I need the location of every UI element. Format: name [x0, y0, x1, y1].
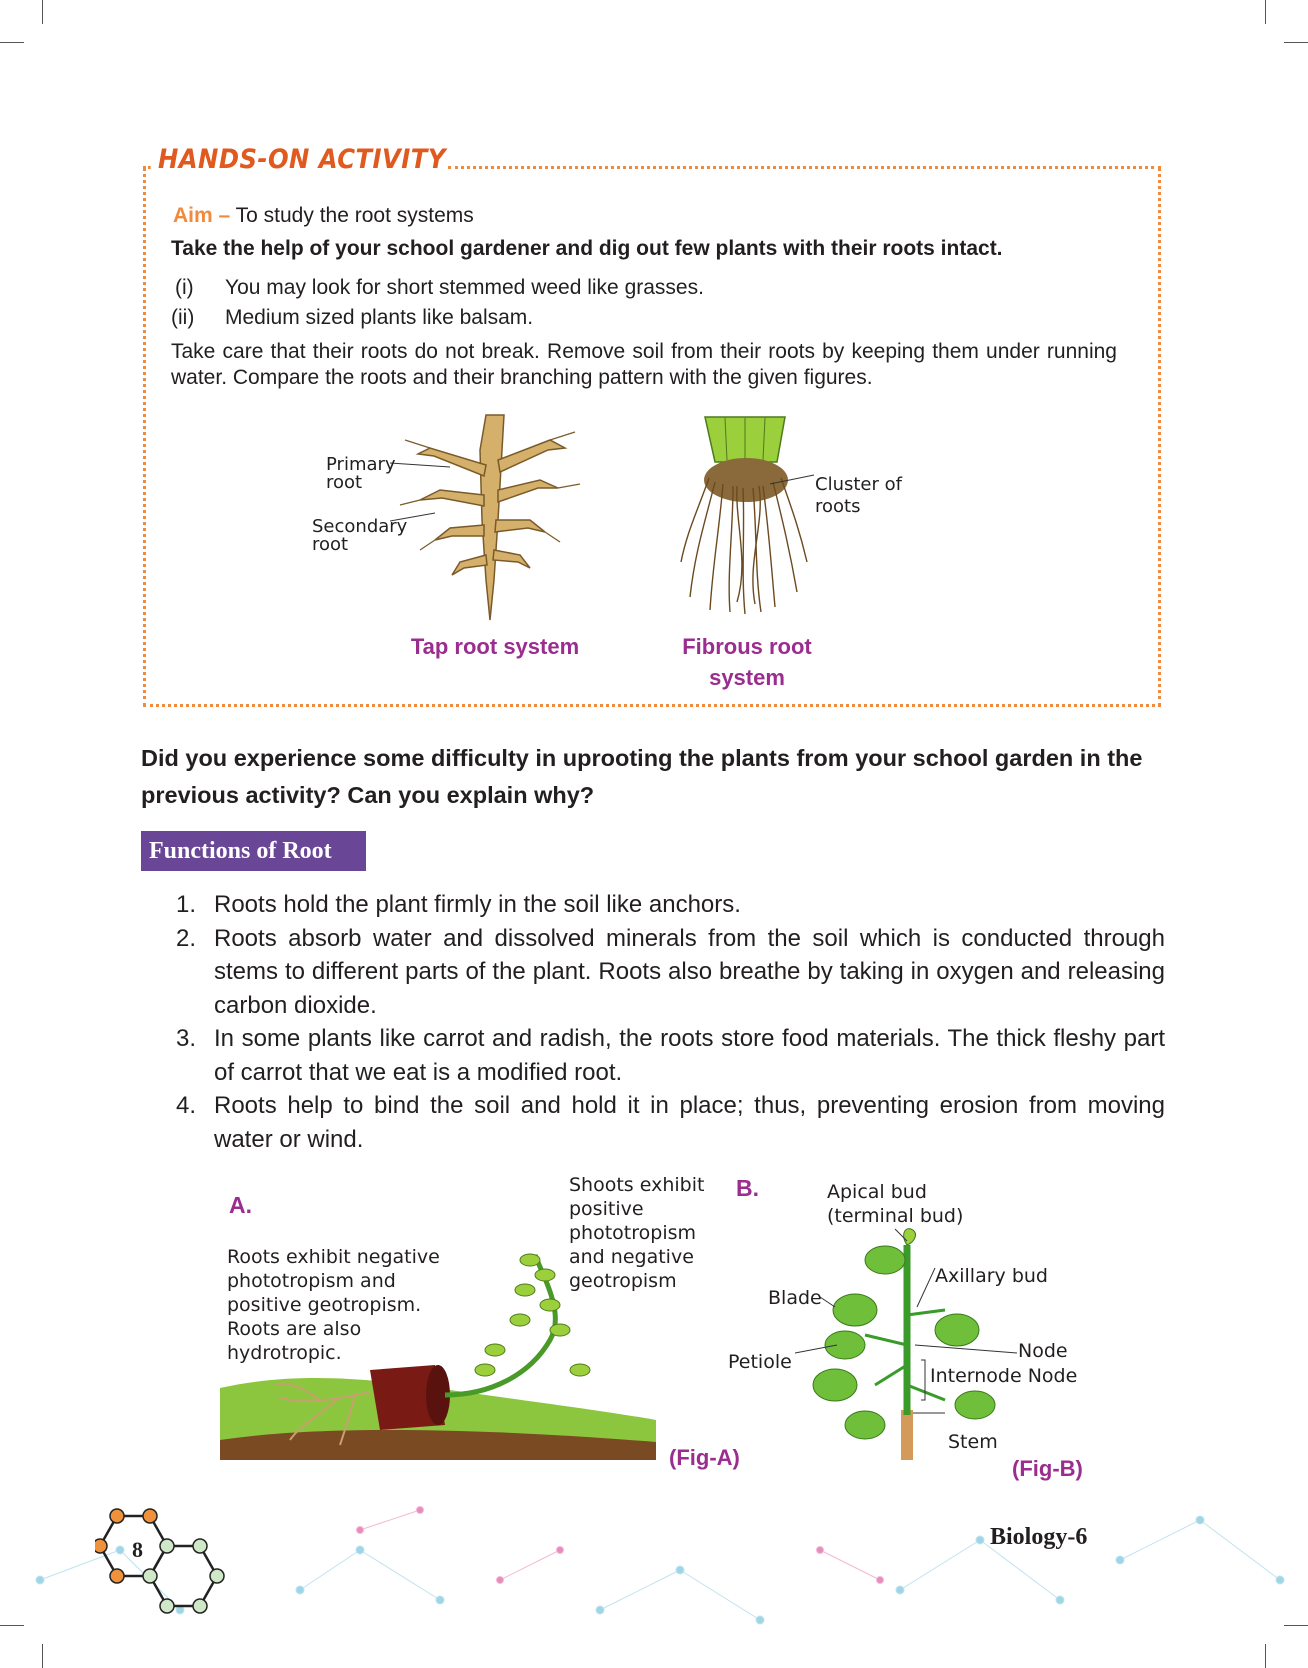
fig-a-shoots-line: Shoots exhibit — [569, 1174, 705, 1196]
activity-item-text: You may look for short stemmed weed like grasses. — [225, 276, 704, 299]
list-item-text: In some plants like carrot and radish, the roots store food materials. The thick fleshy part of carrot that we eat is a modified root. — [214, 1025, 1165, 1086]
list-item — [170, 1089, 1165, 1156]
fig-b-petiole-label: Petiole — [728, 1351, 792, 1373]
fig-a-roots-line: hydrotropic. — [227, 1342, 342, 1364]
page-number-hexagon-cluster — [95, 1502, 245, 1622]
fig-a-shoots-line: geotropism — [569, 1270, 677, 1292]
fig-b-letter: B. — [736, 1175, 759, 1201]
secondary-root-label — [312, 518, 407, 554]
activity-item-num: (i) — [175, 276, 194, 299]
list-item-text: Roots hold the plant firmly in the soil like anchors. — [214, 891, 741, 918]
cluster-root-pointer-line — [770, 470, 815, 490]
functions-header: Functions of Root — [141, 831, 366, 871]
primary-root-label — [326, 456, 396, 492]
fig-a-roots-line: positive geotropism. — [227, 1294, 422, 1316]
aim-line — [173, 203, 474, 229]
list-item-number: 3. — [176, 1025, 197, 1052]
list-item-number: 4. — [176, 1092, 197, 1119]
activity-item-num: (ii) — [171, 306, 195, 329]
fig-b-axillary-label: Axillary bud — [935, 1265, 1048, 1287]
fig-a-caption: (Fig-A) — [669, 1445, 740, 1470]
tap-root-pointer-lines — [390, 455, 470, 525]
list-item-text: Roots help to bind the soil and hold it in place; thus, preventing erosion from moving water or wind. — [214, 1092, 1165, 1153]
fig-a-roots-line: Roots are also — [227, 1318, 362, 1340]
fibrous-root-caption-line2: system — [709, 665, 785, 690]
secondary-root-label-line2: root — [312, 534, 349, 555]
list-item — [170, 1022, 1165, 1089]
list-item-text: Roots absorb water and dissolved minerals from the soil which is conducted through stems to different parts of the plant. Roots also breathe by taking in oxygen and releasing carbon dioxide. — [214, 924, 1165, 1019]
primary-root-label-line2: root — [326, 472, 363, 493]
activity-border-top-left — [143, 166, 151, 169]
fig-b-caption: (Fig-B) — [1012, 1456, 1083, 1481]
crop-mark — [42, 0, 43, 24]
activity-border-top — [448, 166, 1161, 169]
list-item — [170, 888, 1165, 922]
aim-label: Aim – — [173, 204, 231, 227]
primary-root-label-line1: Primary — [326, 454, 396, 475]
cluster-roots-label — [815, 474, 902, 518]
book-title: Biology-6 — [990, 1524, 1088, 1550]
fibrous-root-caption-line1: Fibrous root — [682, 634, 812, 659]
fig-b-apical-line1: Apical bud — [827, 1181, 927, 1203]
list-item — [170, 922, 1165, 1023]
activity-care-text: Take care that their roots do not break. Remove soil from their roots by keeping them under running water. Compare the roots and their branching pattern with the given figures. — [171, 340, 1117, 389]
fig-b-apical-line2: (terminal bud) — [827, 1205, 964, 1227]
page-number: 8 — [132, 1537, 143, 1562]
cluster-roots-label-line1: Cluster of — [815, 474, 902, 495]
fig-a-shoots-line: positive — [569, 1198, 644, 1220]
fig-b-internode-label: Internode Node — [930, 1365, 1078, 1387]
activity-item-text: Medium sized plants like balsam. — [225, 306, 534, 329]
question-text — [141, 740, 1166, 814]
crop-mark — [1265, 0, 1266, 24]
list-item-number: 2. — [176, 924, 197, 952]
question-line1: Did you experience some difficulty in uprooting the plants from your school garden in the — [141, 745, 1143, 771]
fig-a-letter: A. — [229, 1192, 252, 1218]
fig-a-roots-line: Roots exhibit negative — [227, 1246, 440, 1268]
fig-b-stem-label: Stem — [948, 1431, 998, 1453]
fibrous-root-illustration — [675, 412, 815, 617]
secondary-root-label-line1: Secondary — [312, 516, 408, 537]
activity-instruction: Take the help of your school gardener and dig out few plants with their roots intact. — [171, 237, 1003, 260]
crop-mark — [1284, 42, 1308, 43]
question-line2: previous activity? Can you explain why? — [141, 782, 595, 808]
fig-a-roots-line: phototropism and — [227, 1270, 396, 1292]
fig-a-shoots-line: and negative — [569, 1246, 694, 1268]
fig-b-node-label: Node — [1018, 1340, 1068, 1362]
fig-a-illustration — [220, 1220, 656, 1460]
fig-b-illustration — [795, 1215, 1035, 1465]
tap-root-caption: Tap root system — [410, 634, 580, 659]
activity-title: HANDS-ON ACTIVITY — [158, 144, 446, 175]
cluster-roots-label-line2: roots — [815, 496, 861, 517]
aim-text: To study the root systems — [235, 204, 474, 227]
fig-a-shoots-line: phototropism — [569, 1222, 697, 1244]
fibrous-root-caption — [647, 631, 847, 693]
list-item-number: 1. — [176, 891, 197, 918]
fig-b-blade-label: Blade — [768, 1287, 822, 1309]
functions-list — [170, 888, 1165, 1156]
crop-mark — [0, 42, 24, 43]
